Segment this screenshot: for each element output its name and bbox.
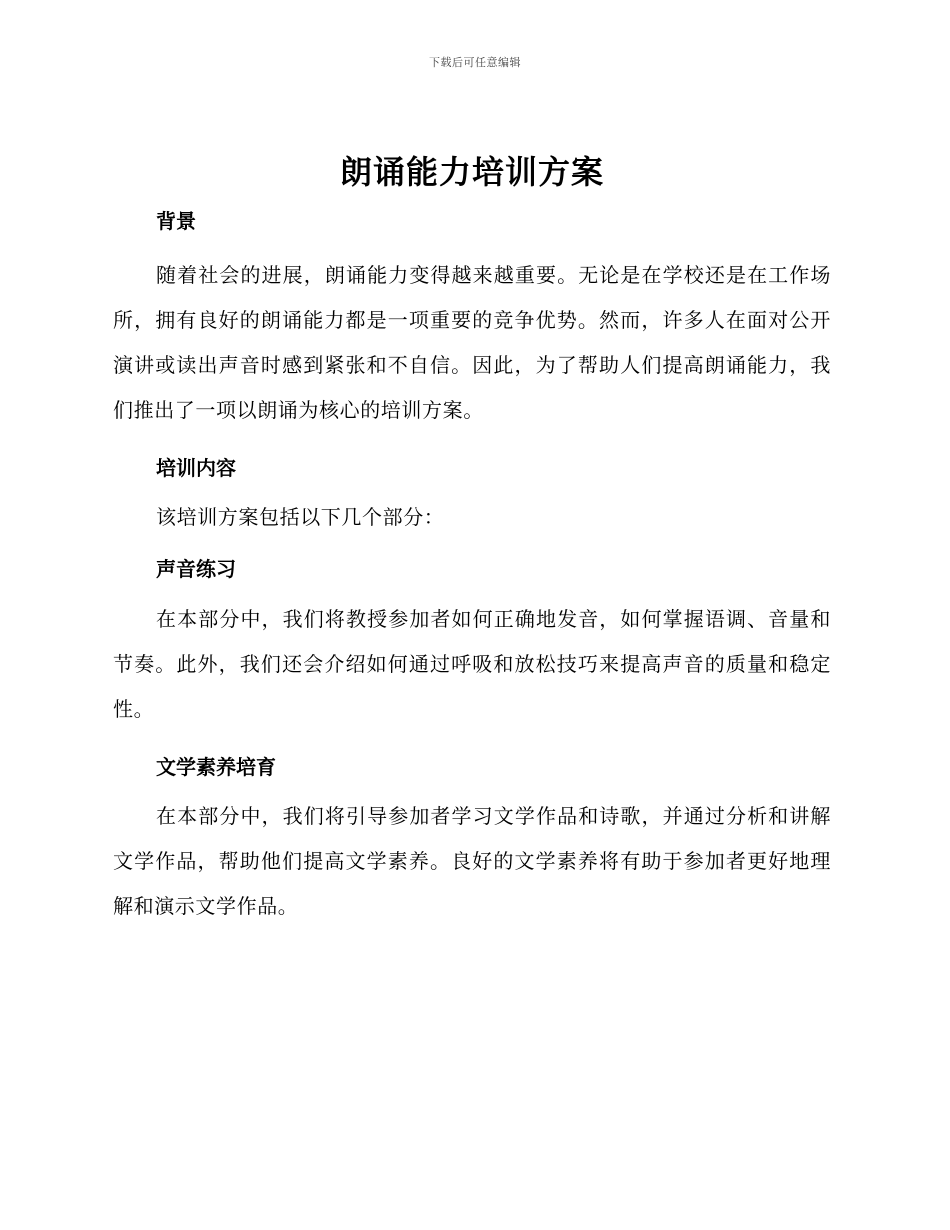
section-heading-voice-practice: 声音练习 <box>156 557 236 581</box>
paragraph-literary-cultivation: 在本部分中，我们将引导参加者学习文学作品和诗歌，并通过分析和讲解文学作品，帮助他们提高文学素养。良好的文学素养将有助于参加者更好地理解和演示文学作品。 <box>113 804 831 918</box>
section-heading-literary-cultivation: 文学素养培育 <box>156 755 276 779</box>
header-note: 下载后可任意编辑 <box>429 56 521 69</box>
paragraph-training-content: 该培训方案包括以下几个部分： <box>156 505 445 529</box>
document-title: 朗诵能力培训方案 <box>339 153 604 191</box>
paragraph-background: 随着社会的进展，朗诵能力变得越来越重要。无论是在学校还是在工作场所，拥有良好的朗诵能力都是一项重要的竞争优势。然而，许多人在面对公开演讲或读出声音时感到紧张和不自信。因此，为了帮助人们提高朗诵能力，我们推出了一项以朗诵为核心的培训方案。 <box>113 263 831 422</box>
document-body <box>113 148 831 929</box>
paragraph-voice-practice: 在本部分中，我们将教授参加者如何正确地发音，如何掌握语调、音量和节奏。此外，我们还会介绍如何通过呼吸和放松技巧来提高声音的质量和稳定性。 <box>113 607 831 721</box>
section-heading-background: 背景 <box>156 209 196 233</box>
section-heading-training-content: 培训内容 <box>156 456 236 480</box>
